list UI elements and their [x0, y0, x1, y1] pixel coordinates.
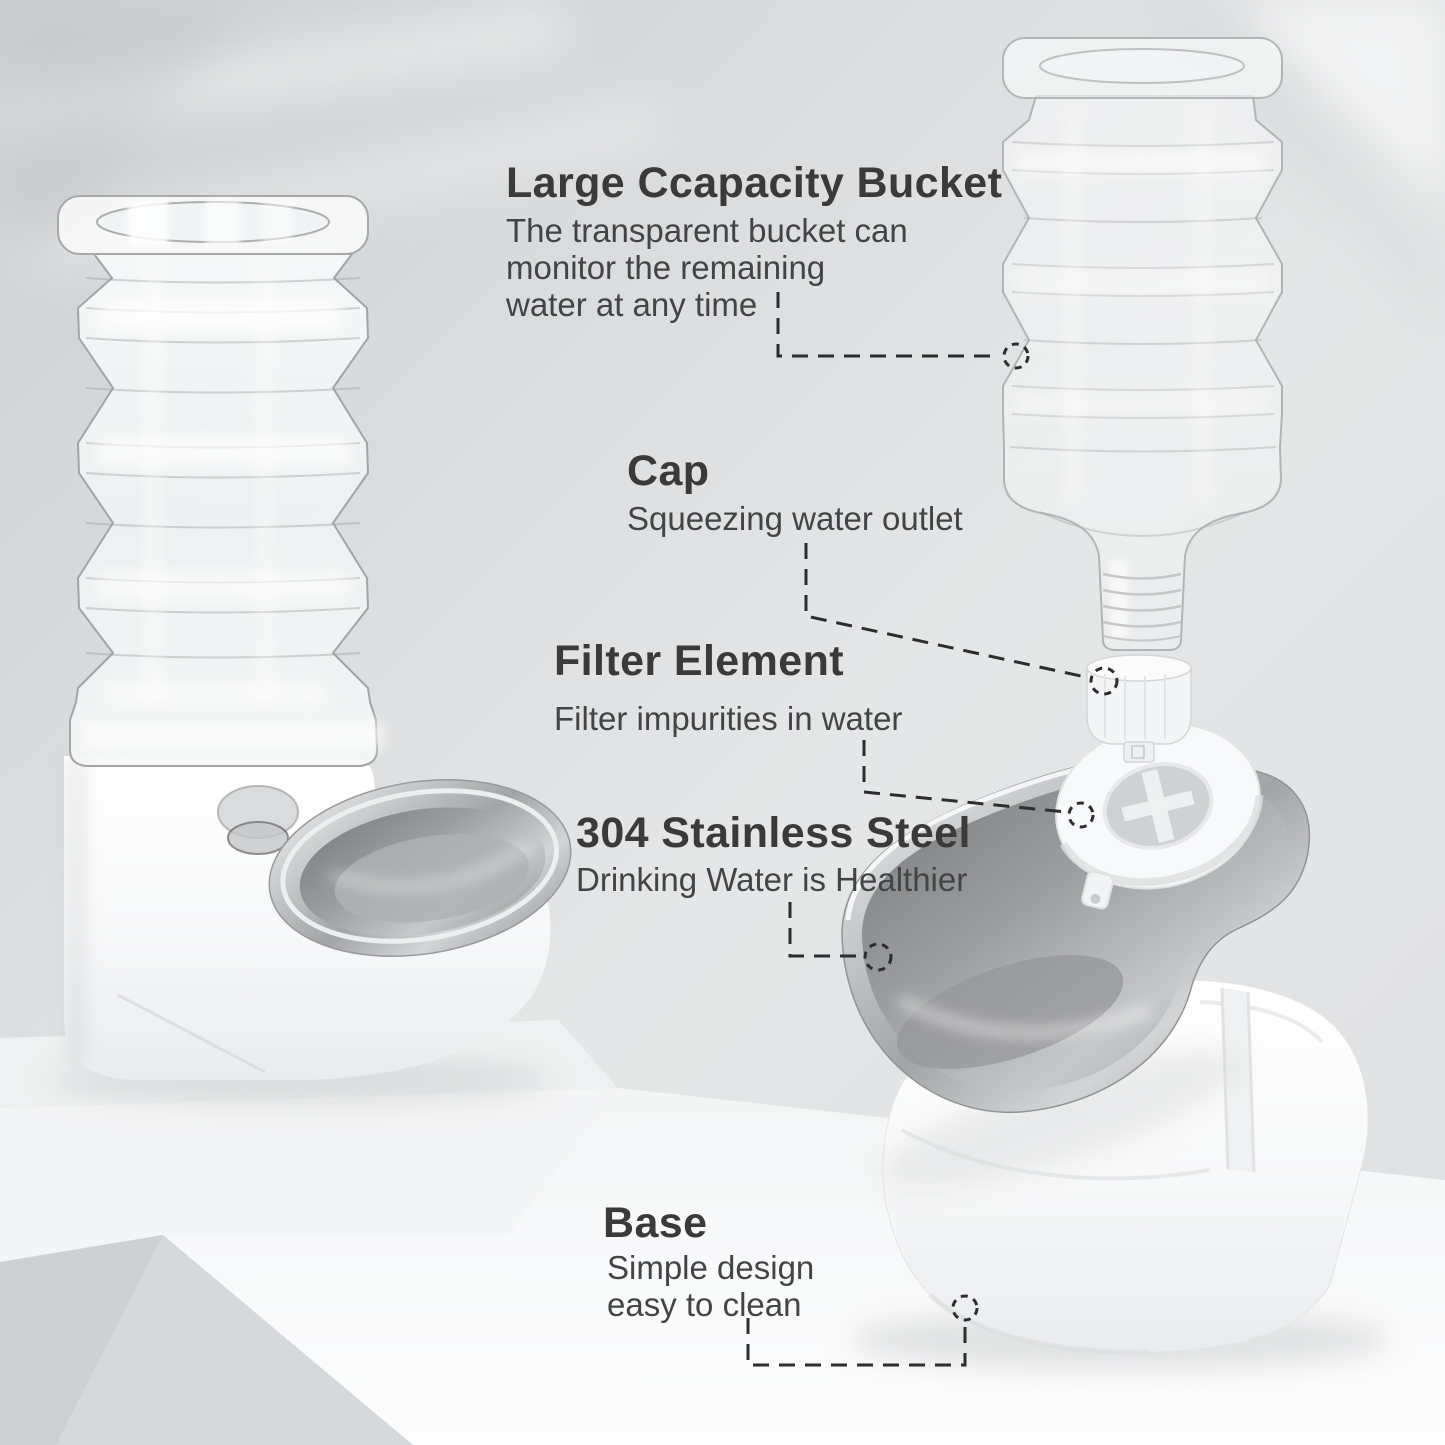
callout-base-desc-line: easy to clean: [607, 1286, 802, 1323]
callout-base-desc: [607, 1249, 814, 1323]
callout-filter-title: Filter Element: [554, 637, 844, 685]
callout-bucket-desc-line: water at any time: [506, 286, 758, 323]
callout-cap-title: Cap: [627, 447, 710, 495]
callout-base: [603, 1200, 814, 1323]
callout-filter: [554, 638, 902, 737]
bottle-rim: [1003, 38, 1282, 98]
callout-bucket-desc: [506, 212, 1002, 323]
callout-cap: [627, 448, 963, 537]
left-water-bottle: [58, 196, 384, 766]
callout-base-desc-line: Simple design: [607, 1249, 815, 1286]
callout-cap-desc-line: Squeezing water outlet: [627, 500, 963, 537]
callout-bucket: [506, 160, 1002, 323]
callout-steel-desc: [576, 861, 971, 898]
callout-bucket-desc-line: monitor the remaining: [506, 249, 826, 286]
callout-filter-desc: [554, 700, 902, 737]
bottle-rim: [58, 196, 368, 254]
callout-steel: [576, 810, 971, 898]
left-base-edge-shade: [64, 756, 88, 1062]
callout-filter-desc-line: Filter impurities in water: [554, 700, 903, 737]
callout-cap-desc: [627, 500, 963, 537]
callout-base-title: Base: [603, 1199, 708, 1247]
callout-bucket-desc-line: The transparent bucket can: [506, 212, 908, 249]
callout-steel-title: 304 Stainless Steel: [576, 809, 971, 857]
callout-bucket-title: Large Ccapacity Bucket: [506, 159, 1003, 207]
callout-steel-desc-line: Drinking Water is Healthier: [576, 861, 968, 898]
